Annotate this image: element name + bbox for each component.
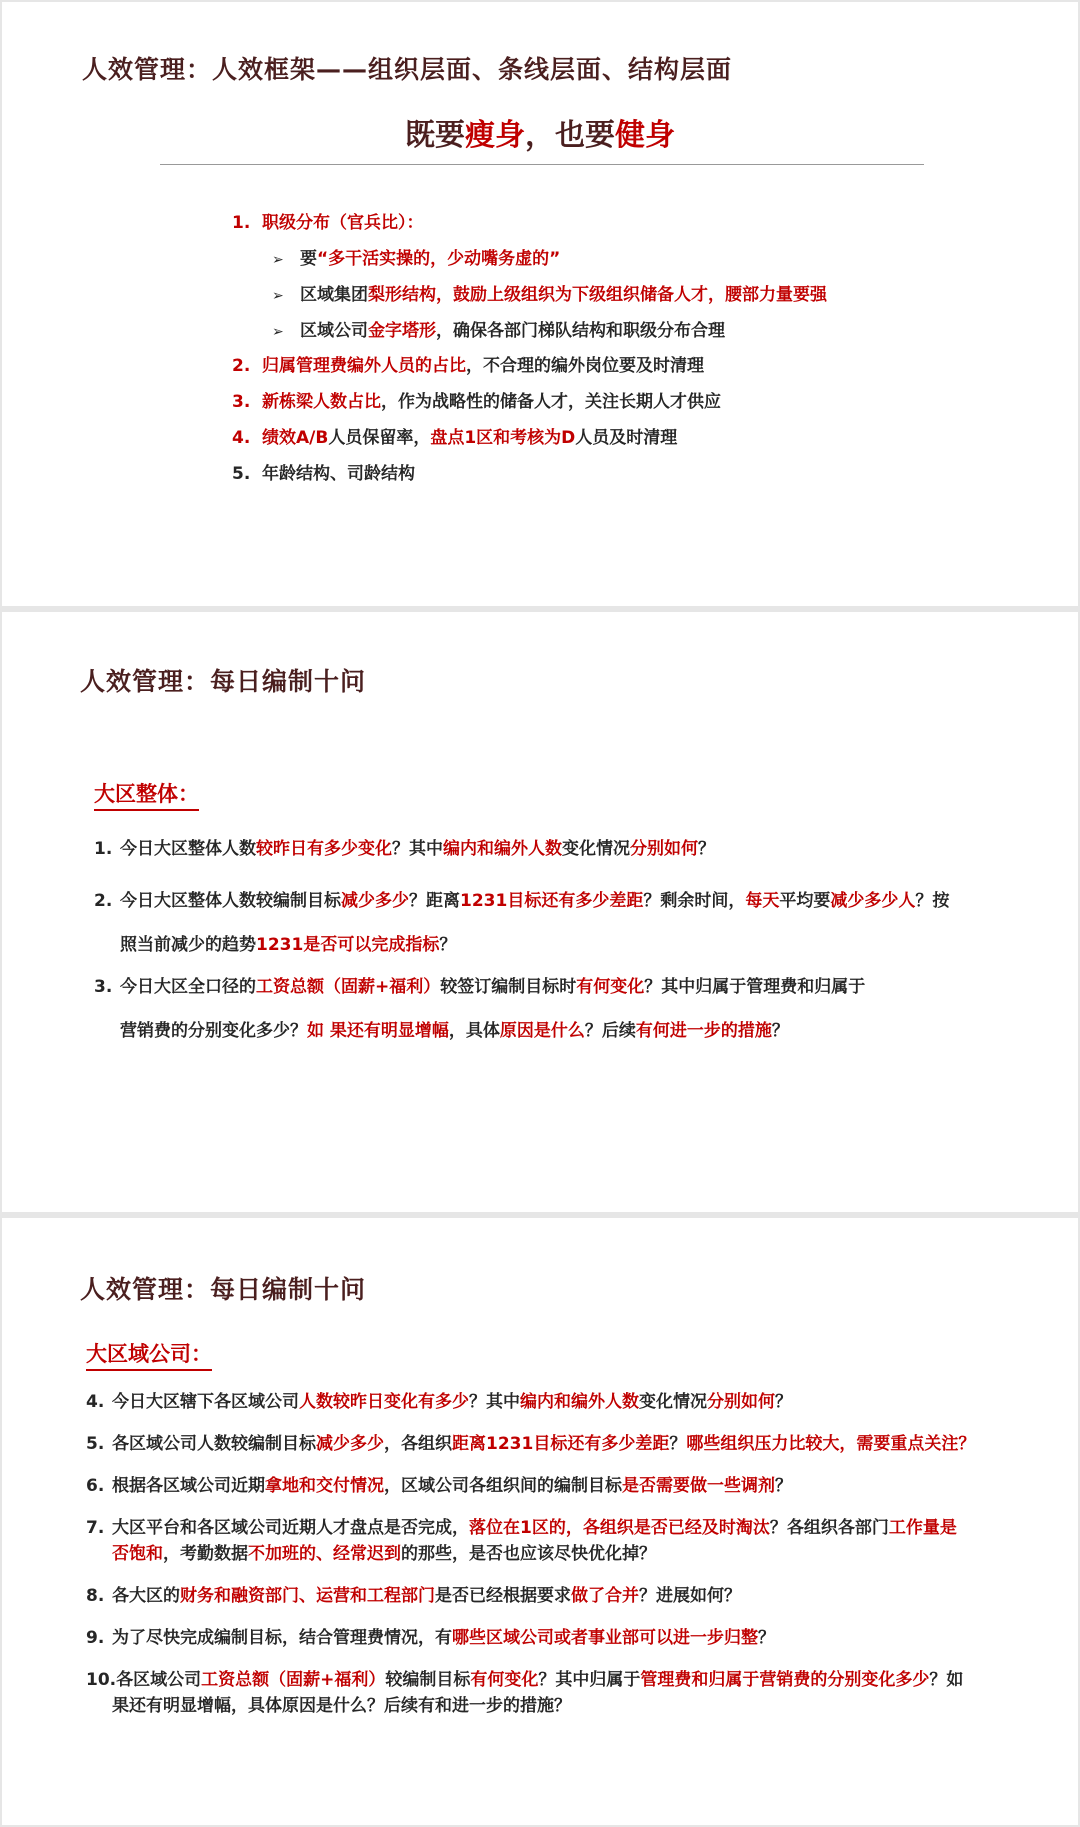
framework-item bbox=[232, 211, 424, 235]
body-text: ？其中 bbox=[469, 1392, 520, 1412]
bullet-arrow-icon: ➢ bbox=[272, 288, 284, 304]
body-text: ？进展如何？ bbox=[639, 1586, 741, 1606]
highlight-text: 工资总额（固薪+福利） bbox=[201, 1670, 386, 1690]
body-text: 的那些，是否也应该尽快优化掉？ bbox=[401, 1544, 656, 1564]
highlight-text: 做了合并 bbox=[571, 1586, 639, 1606]
highlight-text: 有何变化 bbox=[470, 1670, 539, 1690]
framework-subitem bbox=[272, 247, 560, 272]
framework-item bbox=[232, 462, 415, 486]
item-number: 7. bbox=[86, 1518, 105, 1538]
highlight-text: 哪些组织压力比较大，需要重点关注？ bbox=[686, 1434, 976, 1454]
body-text: 果还有明显增幅，具体原因是什么？后续有和进一步的措施？ bbox=[112, 1696, 571, 1716]
item-number: 3. bbox=[94, 977, 113, 997]
body-text: ？距离 bbox=[409, 891, 460, 911]
item-number: 9. bbox=[86, 1628, 105, 1648]
body-text: ？按 bbox=[915, 891, 950, 911]
framework-subitem bbox=[272, 283, 827, 308]
body-text: 人员保留率， bbox=[328, 428, 431, 448]
question-item bbox=[94, 889, 949, 913]
body-text: ，区域公司各组织间的编制目标 bbox=[384, 1476, 622, 1496]
slide-daily-questions-companies bbox=[2, 1218, 1078, 1825]
highlight-text: 每天 bbox=[745, 891, 780, 911]
highlight-text: 工资总额（固薪+福利） bbox=[256, 977, 441, 997]
highlight-text: 哪些区域公司或者事业部可以进一步归整 bbox=[452, 1628, 758, 1648]
highlight-text: 减少多少人 bbox=[830, 891, 916, 911]
body-text: 各大区的 bbox=[112, 1586, 180, 1606]
subtitle-part-highlight: 健身 bbox=[615, 118, 675, 153]
highlight-text: 工作量是 bbox=[888, 1518, 957, 1538]
body-text: 照当前减少的趋势 bbox=[120, 935, 256, 955]
item-number: 10. bbox=[86, 1670, 117, 1690]
highlight-text: 较昨日有多少变化 bbox=[256, 839, 392, 859]
highlight-text: 落位在1区的，各组织是否已经及时淘汰 bbox=[469, 1518, 770, 1538]
body-text: ？剩余时间， bbox=[643, 891, 746, 911]
body-text: ？后续 bbox=[584, 1021, 636, 1041]
item-number: 1. bbox=[232, 213, 251, 233]
highlight-text: 1231目标还有多少差距 bbox=[460, 891, 644, 911]
body-text: 各区域公司 bbox=[116, 1670, 202, 1690]
question-item bbox=[86, 1474, 792, 1498]
slide-title: 人效管理：每日编制十问 bbox=[80, 1275, 367, 1304]
body-text: 大区平台和各区域公司近期人才盘点是否完成， bbox=[112, 1518, 469, 1538]
body-text: 今日大区整体人数 bbox=[120, 839, 256, 859]
body-text: 今日大区整体人数较编制目标 bbox=[120, 891, 341, 911]
body-text: ？如 bbox=[929, 1670, 964, 1690]
section-heading: 大区域公司： bbox=[86, 1338, 212, 1371]
body-text: 要 bbox=[300, 249, 317, 269]
body-text: 为了尽快完成编制目标，结合管理费情况，有 bbox=[112, 1628, 452, 1648]
slide-title: 人效管理：人效框架——组织层面、条线层面、结构层面 bbox=[82, 55, 733, 84]
framework-item bbox=[232, 354, 704, 378]
body-text: ？其中归属于 bbox=[538, 1670, 641, 1690]
section-heading: 大区整体： bbox=[94, 778, 199, 811]
highlight-text: “多干活实操的，少动嘴务虚的” bbox=[317, 249, 561, 269]
question-continuation bbox=[94, 1019, 789, 1043]
slide-daily-questions-region bbox=[2, 612, 1078, 1212]
highlight-text: 金字塔形 bbox=[368, 321, 436, 341]
highlight-text: 盘点1区和考核为D bbox=[430, 428, 576, 448]
highlight-text: 是否需要做一些调剂 bbox=[622, 1476, 775, 1496]
bullet-arrow-icon: ➢ bbox=[272, 324, 284, 340]
framework-subitem bbox=[272, 319, 725, 344]
framework-item bbox=[232, 426, 677, 450]
highlight-text: 距离1231目标还有多少差距 bbox=[452, 1434, 670, 1454]
highlight-text: 职级分布（官兵比）： bbox=[262, 213, 424, 233]
highlight-text: 否饱和 bbox=[112, 1544, 163, 1564]
highlight-text: 有何进一步的措施 bbox=[635, 1021, 772, 1041]
highlight-text: 减少多少 bbox=[316, 1434, 384, 1454]
highlight-text: 1231是否可以完成指标 bbox=[256, 935, 440, 955]
item-number: 5. bbox=[232, 464, 251, 484]
item-number: 2. bbox=[94, 891, 113, 911]
question-continuation bbox=[86, 1542, 656, 1566]
item-number: 8. bbox=[86, 1586, 105, 1606]
question-continuation bbox=[94, 933, 456, 957]
body-text: 区域集团 bbox=[300, 285, 368, 305]
highlight-text: 有何变化 bbox=[576, 977, 645, 997]
body-text: 年龄结构、司龄结构 bbox=[262, 464, 415, 484]
slide-title: 人效管理：每日编制十问 bbox=[80, 667, 367, 696]
subtitle-part-highlight: 瘦身 bbox=[465, 118, 525, 153]
highlight-text: 梨形结构，鼓励上级组织为下级组织储备人才，腰部力量要强 bbox=[368, 285, 827, 305]
framework-item bbox=[232, 390, 721, 414]
body-text: 区域公司 bbox=[300, 321, 368, 341]
highlight-text: 分别如何 bbox=[630, 839, 698, 859]
item-number: 2. bbox=[232, 356, 251, 376]
body-text: 今日大区辖下各区域公司 bbox=[112, 1392, 299, 1412]
item-number: 5. bbox=[86, 1434, 105, 1454]
body-text: 今日大区全口径的 bbox=[120, 977, 256, 997]
question-item bbox=[86, 1516, 957, 1540]
body-text: 变化情况 bbox=[562, 839, 630, 859]
body-text: ？其中 bbox=[392, 839, 443, 859]
body-text: ，作为战略性的储备人才，关注长期人才供应 bbox=[381, 392, 721, 412]
body-text: ？ bbox=[439, 935, 457, 955]
body-text: ？ bbox=[758, 1628, 775, 1648]
highlight-text: 原因是什么 bbox=[499, 1021, 585, 1041]
item-number: 1. bbox=[94, 839, 113, 859]
body-text: 营销费的分别变化多少？ bbox=[120, 1021, 307, 1041]
item-number: 6. bbox=[86, 1476, 105, 1496]
highlight-text: 分别如何 bbox=[707, 1392, 775, 1412]
item-number: 4. bbox=[232, 428, 251, 448]
highlight-text: 管理费和归属于营销费的分别变化多少 bbox=[640, 1670, 930, 1690]
item-number: 3. bbox=[232, 392, 251, 412]
question-item bbox=[86, 1626, 775, 1650]
question-item bbox=[86, 1390, 792, 1414]
question-continuation bbox=[86, 1694, 571, 1718]
item-number: 4. bbox=[86, 1392, 105, 1412]
question-item bbox=[94, 837, 715, 861]
body-text: 变化情况 bbox=[639, 1392, 707, 1412]
divider-line bbox=[160, 164, 924, 165]
body-text: 是否已经根据要求 bbox=[435, 1586, 571, 1606]
highlight-text: 编内和编外人数 bbox=[520, 1392, 639, 1412]
question-item bbox=[86, 1668, 963, 1692]
body-text: ？各组织各部门 bbox=[769, 1518, 889, 1538]
subtitle-part: ，也要 bbox=[525, 118, 615, 153]
highlight-text: 不加班的、经常迟到 bbox=[248, 1544, 401, 1564]
highlight-text: 拿地和交付情况 bbox=[265, 1476, 384, 1496]
body-text: ？ bbox=[698, 839, 715, 859]
body-text: 平均要 bbox=[779, 891, 831, 911]
body-text: ？其中归属于管理费和归属于 bbox=[644, 977, 866, 997]
highlight-text: 财务和融资部门、运营和工程部门 bbox=[180, 1586, 435, 1606]
question-item bbox=[94, 975, 865, 999]
body-text: ，具体 bbox=[448, 1021, 500, 1041]
body-text: 较编制目标 bbox=[385, 1670, 471, 1690]
question-item bbox=[86, 1584, 741, 1608]
body-text: ？ bbox=[669, 1434, 687, 1454]
highlight-text: 减少多少 bbox=[341, 891, 409, 911]
body-text: ，考勤数据 bbox=[163, 1544, 248, 1564]
body-text: 各区域公司人数较编制目标 bbox=[112, 1434, 316, 1454]
slide-framework bbox=[2, 2, 1078, 606]
body-text: ，各组织 bbox=[384, 1434, 452, 1454]
body-text: ？ bbox=[771, 1021, 789, 1041]
highlight-text: 人数较昨日变化有多少 bbox=[299, 1392, 469, 1412]
highlight-text: 绩效A/B bbox=[262, 428, 329, 448]
slide-subtitle bbox=[2, 110, 1078, 154]
body-text: ，不合理的编外岗位要及时清理 bbox=[466, 356, 704, 376]
body-text: 人员及时清理 bbox=[575, 428, 678, 448]
body-text: 根据各区域公司近期 bbox=[112, 1476, 265, 1496]
highlight-text: 如 果还有明显增幅 bbox=[307, 1021, 449, 1041]
body-text: ？ bbox=[775, 1392, 792, 1412]
highlight-text: 编内和编外人数 bbox=[443, 839, 562, 859]
body-text: 较签订编制目标时 bbox=[440, 977, 577, 997]
bullet-arrow-icon: ➢ bbox=[272, 252, 284, 268]
highlight-text: 新栋梁人数占比 bbox=[262, 392, 381, 412]
body-text: ？ bbox=[775, 1476, 792, 1496]
highlight-text: 归属管理费编外人员的占比 bbox=[262, 356, 466, 376]
subtitle-part: 既要 bbox=[405, 118, 465, 153]
question-item bbox=[86, 1432, 975, 1456]
body-text: ，确保各部门梯队结构和职级分布合理 bbox=[436, 321, 725, 341]
